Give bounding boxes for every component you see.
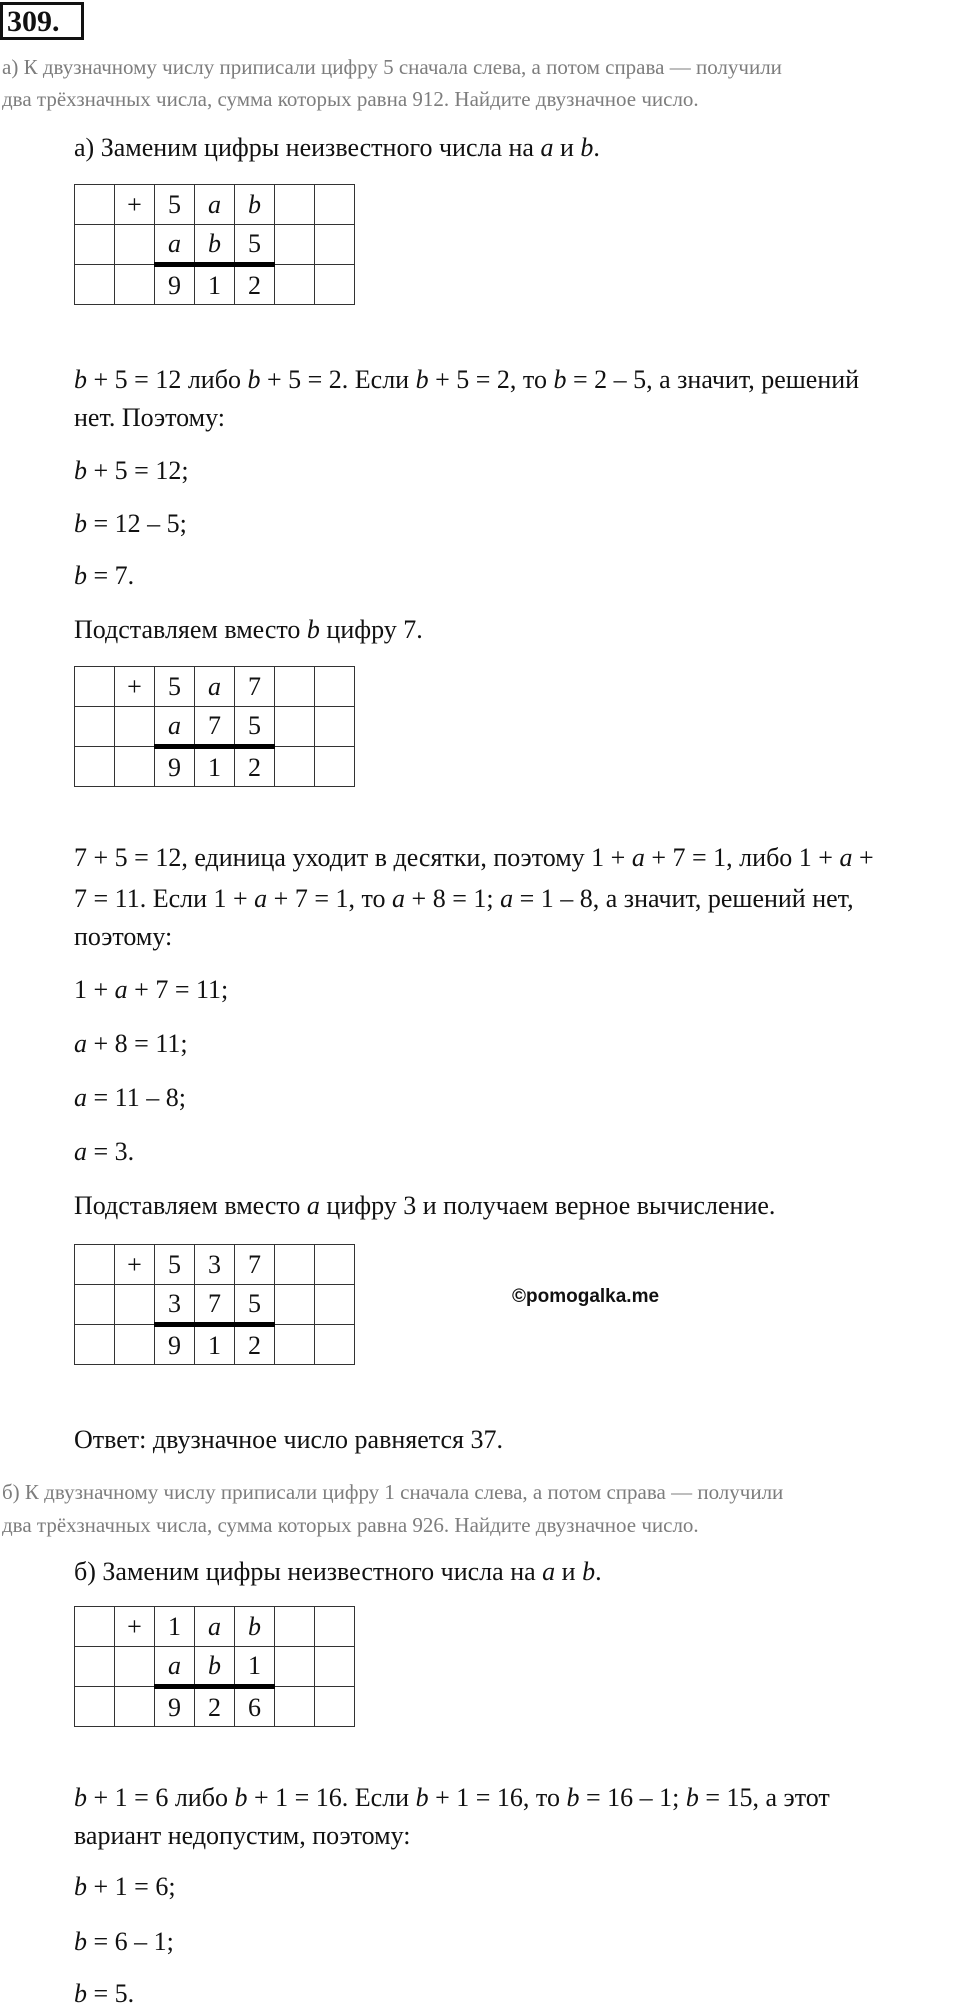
grid-cell: +	[115, 185, 155, 225]
grid-cell: 9	[155, 747, 195, 787]
equation-b2	[74, 1922, 174, 1962]
grid-cell: 5	[235, 225, 275, 265]
grid-cell	[315, 707, 355, 747]
grid-cell: a	[195, 667, 235, 707]
text-segment: цифру 7.	[319, 615, 423, 644]
grid-cell	[275, 185, 315, 225]
grid-cell: a	[155, 225, 195, 265]
text-segment: + 1 = 6 либо	[87, 1783, 235, 1812]
text-segment: .	[595, 1557, 602, 1586]
text-segment: + 5 = 12 либо	[87, 365, 248, 394]
grid-cell	[275, 1647, 315, 1687]
digit-grid-a1	[74, 184, 355, 305]
grid-cell: 7	[235, 667, 275, 707]
grid-cell	[275, 667, 315, 707]
grid-cell	[75, 1325, 115, 1365]
grid-cell	[75, 265, 115, 305]
grid-cell: +	[115, 1607, 155, 1647]
grid-cell: 1	[195, 747, 235, 787]
text-segment: = 5.	[87, 1979, 135, 2008]
grid-cell: 7	[195, 707, 235, 747]
grid-cell: 1	[195, 1325, 235, 1365]
text-segment: и	[555, 1557, 583, 1586]
text-segment: + 8 = 11;	[87, 1029, 188, 1058]
grid-cell: a	[195, 1607, 235, 1647]
text-segment: б) Заменим цифры неизвестного числа на	[74, 1557, 543, 1586]
equation-a1	[74, 451, 189, 491]
grid-cell: 2	[195, 1687, 235, 1727]
text-segment: = 2 – 5, а значит, решений	[566, 365, 860, 394]
grid-cell: b	[235, 1607, 275, 1647]
grid-cell: 1	[155, 1607, 195, 1647]
grid-cell: 6	[235, 1687, 275, 1727]
variable-b: b	[234, 1783, 248, 1812]
text-segment: 7 = 11. Если 1 +	[74, 884, 255, 913]
variable-b: b	[685, 1783, 699, 1812]
grid-cell: b	[195, 1647, 235, 1687]
grid-cell	[75, 667, 115, 707]
grid-cell: 5	[155, 185, 195, 225]
grid-cell	[75, 1687, 115, 1727]
text-segment: + 1 = 6;	[87, 1872, 176, 1901]
variable-a: a	[74, 1083, 87, 1112]
variable-a: a	[254, 884, 268, 913]
variable-b: b	[74, 1783, 87, 1812]
grid-cell	[315, 667, 355, 707]
grid-cell	[315, 185, 355, 225]
solution-b-paragraph1-line2: вариант недопустим, поэтому:	[74, 1821, 411, 1850]
grid-cell: +	[115, 1245, 155, 1285]
text-segment: + 5 = 12;	[87, 456, 189, 485]
text-segment: = 3.	[87, 1137, 135, 1166]
grid-row	[75, 1607, 355, 1647]
variable-b: b	[74, 1979, 87, 2008]
digit-grid-b1	[74, 1606, 355, 1727]
text-segment: + 5 = 2. Если	[260, 365, 416, 394]
text-segment: + 7 = 1, либо 1 +	[644, 843, 840, 872]
grid-cell	[115, 1325, 155, 1365]
grid-cell: b	[235, 185, 275, 225]
variable-b: b	[306, 615, 320, 644]
equation-b3	[74, 1974, 134, 2014]
text-segment: = 12 – 5;	[87, 509, 187, 538]
text-segment: Подставляем вместо	[74, 615, 307, 644]
solution-b-intro	[74, 1552, 602, 1592]
text-segment: = 16 – 1;	[579, 1783, 686, 1812]
grid-cell: a	[155, 707, 195, 747]
text-segment: цифру 3 и получаем верное вычисление.	[319, 1191, 776, 1220]
grid-row	[75, 1325, 355, 1365]
grid-cell	[75, 225, 115, 265]
grid-row	[75, 185, 355, 225]
grid-row	[75, 1687, 355, 1727]
grid-cell	[75, 1245, 115, 1285]
equation-a6	[74, 1078, 186, 1118]
answer-a: Ответ: двузначное число равняется 37.	[74, 1425, 503, 1454]
grid-cell: 1	[235, 1647, 275, 1687]
grid-cell	[75, 747, 115, 787]
solution-a-paragraph2-line2	[74, 879, 854, 919]
text-segment: + 1 = 16, то	[428, 1783, 567, 1812]
problem-number: 309.	[0, 2, 84, 40]
variable-a: a	[114, 975, 128, 1004]
variable-a: a	[500, 884, 514, 913]
variable-b: b	[566, 1783, 580, 1812]
grid-cell: 7	[195, 1285, 235, 1325]
grid-cell	[275, 1325, 315, 1365]
text-segment: = 1 – 8, а значит, решений нет,	[513, 884, 854, 913]
grid-cell: 3	[195, 1245, 235, 1285]
grid-cell	[315, 1285, 355, 1325]
grid-cell	[315, 225, 355, 265]
substitute-a-line	[74, 1186, 775, 1226]
grid-cell: 3	[155, 1285, 195, 1325]
solution-a-paragraph2-line3: поэтому:	[74, 922, 173, 951]
grid-row	[75, 1245, 355, 1285]
text-segment: а) Заменим цифры неизвестного числа на	[74, 133, 541, 162]
grid-cell: +	[115, 667, 155, 707]
grid-cell: a	[155, 1647, 195, 1687]
text-segment: = 11 – 8;	[87, 1083, 186, 1112]
variable-b: b	[553, 365, 567, 394]
digit-grid-a2	[74, 666, 355, 787]
grid-cell: 5	[235, 1285, 275, 1325]
equation-a2	[74, 504, 187, 544]
variable-a: a	[74, 1137, 87, 1166]
grid-cell	[275, 707, 315, 747]
grid-row	[75, 747, 355, 787]
grid-cell: 1	[195, 265, 235, 305]
grid-cell	[75, 1285, 115, 1325]
grid-cell	[75, 1647, 115, 1687]
grid-row	[75, 225, 355, 265]
grid-cell: 7	[235, 1245, 275, 1285]
grid-cell	[275, 1607, 315, 1647]
variable-b: b	[74, 1927, 87, 1956]
variable-a: a	[74, 1029, 87, 1058]
text-segment: и	[553, 133, 581, 162]
variable-b: b	[247, 365, 261, 394]
text-segment: = 6 – 1;	[87, 1927, 174, 1956]
variable-a: a	[542, 1557, 556, 1586]
variable-b: b	[74, 1872, 87, 1901]
variable-a: a	[631, 843, 645, 872]
grid-cell: 5	[155, 667, 195, 707]
text-segment: +	[852, 843, 874, 872]
text-segment: = 7.	[87, 561, 135, 590]
grid-row	[75, 667, 355, 707]
grid-cell: 9	[155, 1325, 195, 1365]
variable-b: b	[74, 561, 87, 590]
variable-b: b	[415, 365, 429, 394]
grid-cell	[115, 265, 155, 305]
text-segment: + 8 = 1;	[405, 884, 501, 913]
grid-cell: 9	[155, 1687, 195, 1727]
grid-cell	[115, 1647, 155, 1687]
equation-a5	[74, 1024, 188, 1064]
grid-cell: 5	[235, 707, 275, 747]
solution-a-paragraph1-line2: нет. Поэтому:	[74, 403, 225, 432]
variable-b: b	[74, 365, 87, 394]
grid-cell	[275, 265, 315, 305]
grid-cell	[315, 1245, 355, 1285]
problem-b-statement-line1: б) К двузначному числу приписали цифру 1 сначала слева, а потом справа — получили	[2, 1480, 784, 1504]
solution-b-paragraph1-line1	[74, 1778, 830, 1818]
grid-cell	[315, 1687, 355, 1727]
variable-b: b	[74, 456, 87, 485]
grid-cell	[315, 265, 355, 305]
grid-cell	[115, 1285, 155, 1325]
grid-cell	[115, 1687, 155, 1727]
grid-cell	[275, 1285, 315, 1325]
grid-cell	[315, 1325, 355, 1365]
grid-cell: 2	[235, 1325, 275, 1365]
grid-cell	[315, 747, 355, 787]
substitute-b-line	[74, 610, 423, 650]
grid-cell: a	[195, 185, 235, 225]
grid-cell	[275, 747, 315, 787]
grid-cell	[75, 707, 115, 747]
equation-a3	[74, 556, 134, 596]
grid-cell	[115, 225, 155, 265]
grid-row	[75, 1285, 355, 1325]
grid-cell	[315, 1607, 355, 1647]
grid-row	[75, 707, 355, 747]
variable-a: a	[306, 1191, 320, 1220]
grid-cell: 9	[155, 265, 195, 305]
text-segment: 1 +	[74, 975, 115, 1004]
grid-row	[75, 1647, 355, 1687]
text-segment: + 5 = 2, то	[428, 365, 554, 394]
variable-b: b	[74, 509, 87, 538]
grid-cell: 5	[155, 1245, 195, 1285]
grid-cell	[275, 1687, 315, 1727]
grid-cell	[315, 1647, 355, 1687]
text-segment: Подставляем вместо	[74, 1191, 307, 1220]
variable-b: b	[415, 1783, 429, 1812]
variable-a: a	[839, 843, 853, 872]
text-segment: + 1 = 16. Если	[247, 1783, 416, 1812]
variable-b: b	[580, 133, 594, 162]
solution-a-paragraph2-line1	[74, 838, 874, 878]
grid-cell: b	[195, 225, 235, 265]
grid-cell	[275, 1245, 315, 1285]
equation-a4	[74, 970, 228, 1010]
grid-cell	[115, 747, 155, 787]
grid-cell: 2	[235, 265, 275, 305]
grid-cell	[275, 225, 315, 265]
text-segment: = 15, а этот	[698, 1783, 830, 1812]
problem-b-statement-line2: два трёхзначных числа, сумма которых равна 926. Найдите двузначное число.	[2, 1513, 699, 1537]
solution-a-intro	[74, 128, 600, 168]
solution-a-paragraph1-line1	[74, 360, 859, 400]
equation-a7	[74, 1132, 134, 1172]
grid-row	[75, 265, 355, 305]
text-segment: .	[593, 133, 600, 162]
watermark: ©pomogalka.me	[512, 1286, 660, 1307]
variable-a: a	[540, 133, 554, 162]
grid-cell	[115, 707, 155, 747]
text-segment: + 7 = 1, то	[267, 884, 393, 913]
problem-a-statement-line2: два трёхзначных числа, сумма которых равна 912. Найдите двузначное число.	[2, 87, 699, 111]
equation-b1	[74, 1867, 176, 1907]
grid-cell: 2	[235, 747, 275, 787]
variable-a: a	[392, 884, 406, 913]
variable-b: b	[582, 1557, 596, 1586]
digit-grid-a3	[74, 1244, 355, 1365]
problem-a-statement-line1: а) К двузначному числу приписали цифру 5 сначала слева, а потом справа — получили	[2, 55, 782, 79]
text-segment: + 7 = 11;	[127, 975, 229, 1004]
grid-cell	[75, 1607, 115, 1647]
text-segment: 7 + 5 = 12, единица уходит в десятки, поэтому 1 +	[74, 843, 632, 872]
grid-cell	[75, 185, 115, 225]
